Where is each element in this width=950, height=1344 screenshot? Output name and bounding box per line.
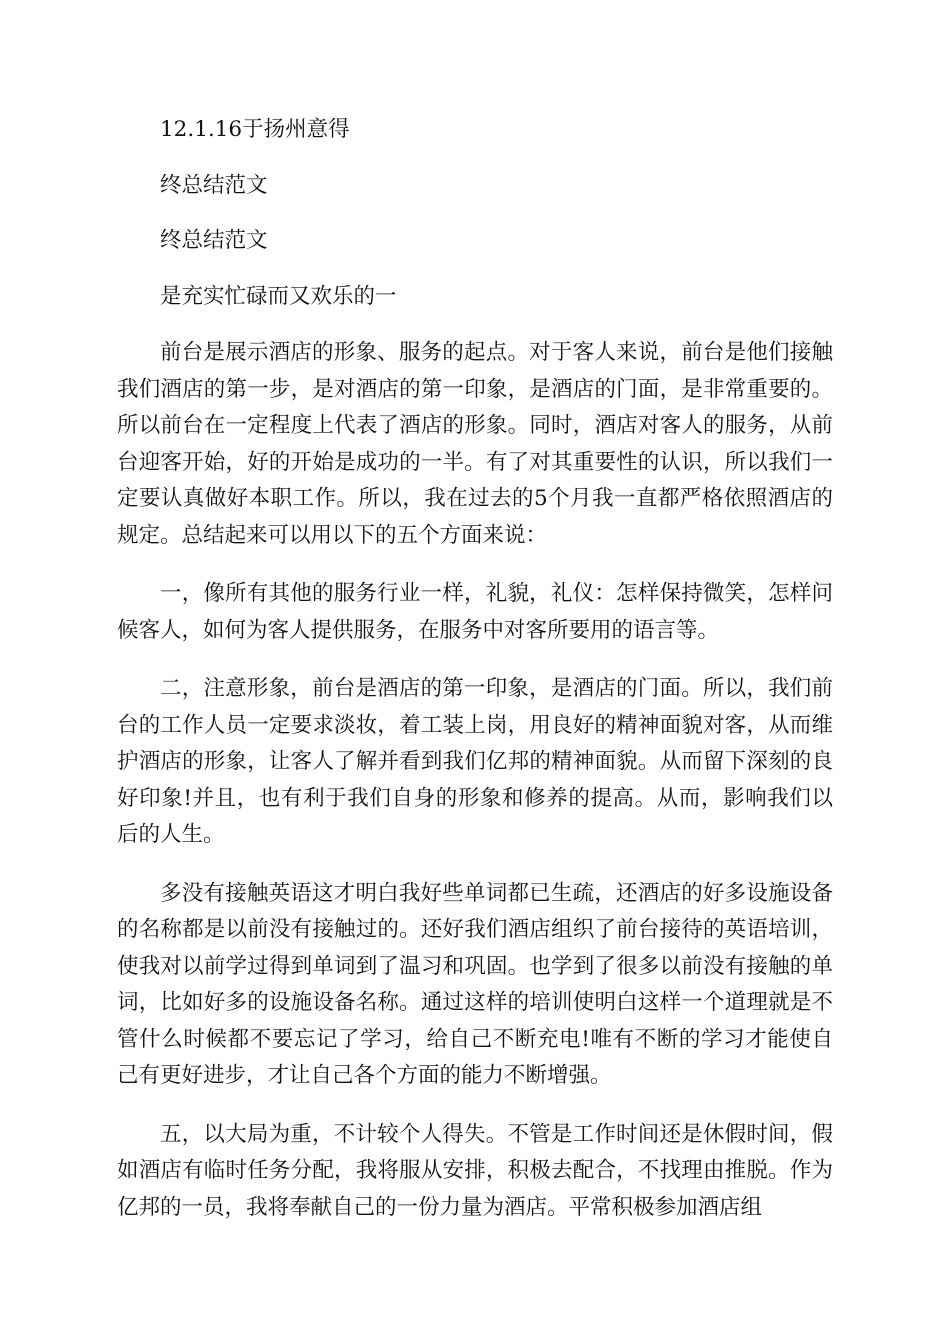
- heading-line-2: 终总结范文: [160, 228, 268, 253]
- paragraph-front-desk: 前台是展示酒店的形象、服务的起点。对于客人来说，前台是他们接触我们酒店的第一步，是对酒店的第一印象，是酒店的门面，是非常重要的。所以前台在一定程度上代表了酒店的形象。同时，酒店对客人的服务，从前台迎客开始，好的开始是成功的一半。有了对其重要性的认识，所以我们一定要认真做好本职工作。所以，我在过去的5个月我一直都严格依照酒店的规定。总结起来可以用以下的五个方面来说：: [117, 340, 833, 548]
- paragraph-point-five: 五，以大局为重，不计较个人得失。不管是工作时间还是休假时间，假如酒店有临时任务分配，我将服从安排，积极去配合，不找理由推脱。作为亿邦的一员，我将奉献自己的一份力量为酒店。平常积极参加酒店组: [117, 1121, 833, 1220]
- intro-line: 是充实忙碌而又欢乐的一: [160, 283, 397, 309]
- paragraph-english-training: 多没有接触英语这才明白我好些单词都已生疏，还酒店的好多设施设备的名称都是以前没有接触过的。还好我们酒店组织了前台接待的英语培训，使我对以前学过得到单词到了温习和巩固。也学到了很多以前没有接触的单词，比如好多的设施设备名称。通过这样的培训使明白这样一个道理就是不管什么时候都不要忘记了学习，给自己不断充电!唯有不断的学习才能使自己有更好进步，才让自己各个方面的能力不断增强。: [117, 880, 833, 1088]
- date-location-line: 12.1.16于扬州意得: [160, 117, 350, 142]
- paragraph-point-two: 二，注意形象，前台是酒店的第一印象，是酒店的门面。所以，我们前台的工作人员一定要求淡妆，着工装上岗，用良好的精神面貌对客，从而维护酒店的形象，让客人了解并看到我们亿邦的精神面貌。从而留下深刻的良好印象!并且，也有利于我们自身的形象和修养的提高。从而，影响我们以后的人生。: [117, 676, 833, 847]
- heading-line-1: 终总结范文: [160, 172, 268, 198]
- paragraph-point-one: 一，像所有其他的服务行业一样，礼貌，礼仪：怎样保持微笑，怎样问候客人，如何为客人提供服务，在服务中对客所要用的语言等。: [117, 581, 833, 643]
- document-body: [117, 113, 833, 1248]
